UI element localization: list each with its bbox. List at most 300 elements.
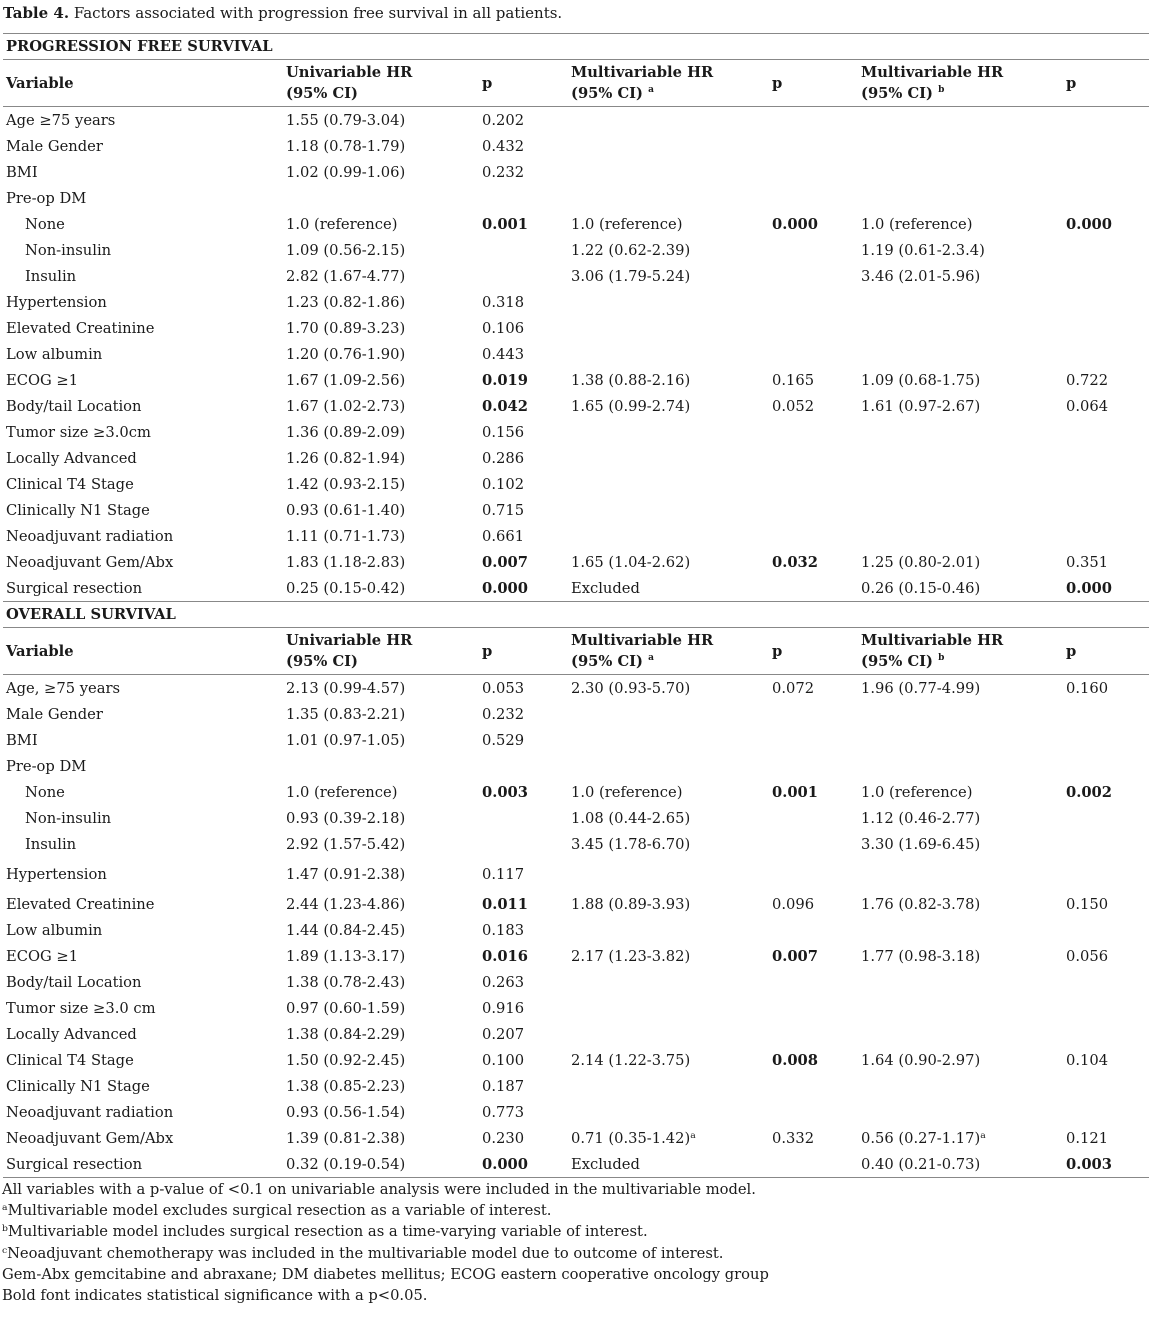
univariable-p-cell: 0.000 [479, 1151, 568, 1178]
header-multivariable-hr-a-line2: (95% CI) [571, 85, 643, 102]
univariable-hr-cell: 1.38 (0.84-2.29) [286, 1025, 406, 1043]
univariable-p-cell: 0.318 [482, 293, 525, 311]
univariable-hr-cell: 1.09 (0.56-2.15) [286, 241, 406, 259]
variable-cell: Low albumin [6, 345, 103, 363]
variable-cell: Male Gender [6, 137, 103, 155]
table-row [3, 159, 1149, 185]
multivariable-b-p-cell [1063, 107, 1149, 134]
variable-cell: ECOG ≥1 [6, 371, 79, 389]
variable-cell: Surgical resection [6, 579, 143, 597]
univariable-p-cell [479, 263, 568, 289]
multivariable-b-p-cell: 0.000 [1066, 215, 1112, 233]
multivariable-a-hr-cell: 1.22 (0.62-2.39) [571, 241, 691, 259]
multivariable-b-p-cell: 0.722 [1066, 371, 1109, 389]
multivariable-a-hr-cell [568, 1021, 769, 1047]
univariable-p-cell [479, 753, 568, 779]
variable-cell: ECOG ≥1 [6, 947, 79, 965]
univariable-p-cell: 0.183 [482, 921, 525, 939]
univariable-p-cell: 0.102 [482, 475, 525, 493]
multivariable-b-hr-cell [858, 1099, 1063, 1125]
multivariable-a-p-cell [769, 419, 858, 445]
multivariable-b-hr-cell: 1.76 (0.82-3.78) [861, 895, 981, 913]
variable-cell: Neoadjuvant Gem/Abx [6, 553, 174, 571]
table-row [3, 727, 1149, 753]
table-row [3, 341, 1149, 367]
column-header-row [3, 628, 1149, 675]
table-row [3, 315, 1149, 341]
header-multivariable-hr-a [568, 60, 769, 107]
multivariable-a-hr-cell: 1.08 (0.44-2.65) [571, 809, 691, 827]
multivariable-a-p-cell: 0.032 [772, 553, 818, 571]
header-multivariable-hr-b-footnote-mark: b [938, 85, 945, 96]
variable-cell: Neoadjuvant radiation [6, 1103, 174, 1121]
univariable-hr-cell: 1.83 (1.18-2.83) [286, 553, 406, 571]
multivariable-a-hr-cell: 1.65 (0.99-2.74) [571, 397, 691, 415]
table-row [3, 445, 1149, 471]
multivariable-a-hr-cell [568, 471, 769, 497]
header-univariable-hr-line2: (95% CI) [286, 85, 358, 102]
multivariable-b-hr-cell [858, 995, 1063, 1021]
table-row [3, 367, 1149, 393]
header-multivariable-hr-a-footnote-mark: a [648, 85, 654, 96]
table-row [3, 263, 1149, 289]
table-row [3, 675, 1149, 702]
multivariable-b-hr-cell [858, 159, 1063, 185]
multivariable-a-p-cell [769, 445, 858, 471]
footnote: ᵇMultivariable model includes surgical resection as a time-varying variable of interest. [2, 1223, 648, 1241]
table-footnotes [2, 1179, 769, 1306]
univariable-p-cell: 0.016 [482, 947, 528, 965]
multivariable-b-p-cell [1063, 805, 1149, 831]
multivariable-b-hr-cell: 1.12 (0.46-2.77) [861, 809, 981, 827]
univariable-hr-cell: 1.23 (0.82-1.86) [286, 293, 406, 311]
header-p-multivariable-b: p [1066, 74, 1077, 92]
univariable-hr-cell: 1.11 (0.71-1.73) [286, 527, 406, 545]
table-row [3, 133, 1149, 159]
multivariable-b-hr-cell [858, 185, 1063, 211]
variable-cell: Neoadjuvant Gem/Abx [6, 1129, 174, 1147]
univariable-hr-cell: 1.35 (0.83-2.21) [286, 705, 406, 723]
multivariable-b-hr-cell [858, 969, 1063, 995]
table-row [3, 289, 1149, 315]
footnote: ᶜNeoadjuvant chemotherapy was included in the multivariable model due to outcome of interest. [2, 1244, 724, 1262]
multivariable-a-hr-cell: Excluded [571, 579, 640, 597]
table-row [3, 107, 1149, 134]
univariable-p-cell: 0.232 [482, 705, 525, 723]
table-row [3, 211, 1149, 237]
table-row [3, 1021, 1149, 1047]
multivariable-b-p-cell [1063, 159, 1149, 185]
table-row [3, 1151, 1149, 1178]
multivariable-b-hr-cell [858, 445, 1063, 471]
table-row [3, 701, 1149, 727]
variable-cell: Tumor size ≥3.0 cm [6, 999, 156, 1017]
univariable-hr-cell: 1.02 (0.99-1.06) [286, 163, 406, 181]
header-multivariable-hr-b [858, 628, 1063, 675]
univariable-hr-cell: 1.26 (0.82-1.94) [286, 449, 406, 467]
multivariable-a-p-cell [769, 497, 858, 523]
multivariable-a-hr-cell: 2.14 (1.22-3.75) [571, 1051, 691, 1069]
header-multivariable-hr-b-line1: Multivariable HR [861, 64, 1004, 81]
variable-cell: Tumor size ≥3.0cm [6, 423, 151, 441]
section-title-row [3, 34, 1149, 60]
table-row [3, 575, 1149, 602]
multivariable-a-hr-cell [568, 523, 769, 549]
univariable-hr-cell: 1.18 (0.78-1.79) [286, 137, 406, 155]
header-multivariable-hr-b-line2: (95% CI) [861, 85, 933, 102]
univariable-p-cell: 0.230 [482, 1129, 525, 1147]
multivariable-a-p-cell [769, 237, 858, 263]
table-row [3, 917, 1149, 943]
univariable-hr-cell: 1.38 (0.85-2.23) [286, 1077, 406, 1095]
variable-cell: Locally Advanced [6, 1025, 137, 1043]
univariable-p-cell: 0.263 [482, 973, 525, 991]
multivariable-b-p-cell [1063, 701, 1149, 727]
variable-cell: Body/tail Location [6, 397, 142, 415]
multivariable-b-p-cell [1063, 341, 1149, 367]
variable-cell: Locally Advanced [6, 449, 137, 467]
header-multivariable-hr-b-line2: (95% CI) [861, 653, 933, 670]
multivariable-a-p-cell [769, 1099, 858, 1125]
multivariable-b-hr-cell [858, 133, 1063, 159]
multivariable-b-p-cell: 0.121 [1066, 1129, 1109, 1147]
multivariable-b-hr-cell [858, 315, 1063, 341]
multivariable-b-hr-cell: 3.30 (1.69-6.45) [861, 835, 981, 853]
header-multivariable-hr-b-footnote-mark: b [938, 653, 945, 664]
multivariable-a-p-cell [769, 575, 858, 602]
section-title: PROGRESSION FREE SURVIVAL [3, 34, 1149, 60]
table-row [3, 831, 1149, 857]
univariable-p-cell: 0.007 [482, 553, 528, 571]
univariable-hr-cell: 1.01 (0.97-1.05) [286, 731, 406, 749]
multivariable-a-p-cell [769, 857, 858, 891]
univariable-p-cell: 0.106 [482, 319, 525, 337]
univariable-p-cell: 0.715 [482, 501, 525, 519]
univariable-hr-cell: 1.47 (0.91-2.38) [286, 865, 406, 883]
multivariable-a-hr-cell: 1.88 (0.89-3.93) [571, 895, 691, 913]
univariable-p-cell: 0.042 [482, 397, 528, 415]
multivariable-b-p-cell: 0.150 [1066, 895, 1109, 913]
results-table-body [3, 34, 1149, 1178]
univariable-p-cell: 0.232 [482, 163, 525, 181]
multivariable-b-hr-cell: 1.19 (0.61-2.3.4) [861, 241, 985, 259]
multivariable-a-p-cell [769, 753, 858, 779]
univariable-p-cell: 0.001 [482, 215, 528, 233]
footnote: Bold font indicates statistical significance with a p<0.05. [2, 1287, 428, 1305]
multivariable-a-p-cell [769, 969, 858, 995]
multivariable-a-hr-cell: 1.0 (reference) [571, 215, 683, 233]
multivariable-a-p-cell [769, 995, 858, 1021]
table-row [3, 1099, 1149, 1125]
variable-cell: Insulin [25, 835, 77, 853]
univariable-hr-cell: 1.38 (0.78-2.43) [286, 973, 406, 991]
variable-cell: Non-insulin [25, 241, 112, 259]
univariable-p-cell: 0.661 [482, 527, 525, 545]
multivariable-b-p-cell: 0.160 [1066, 679, 1109, 697]
multivariable-b-p-cell [1063, 185, 1149, 211]
univariable-hr-cell: 1.44 (0.84-2.45) [286, 921, 406, 939]
header-p-multivariable-b: p [1066, 642, 1077, 660]
multivariable-a-p-cell: 0.001 [772, 783, 818, 801]
multivariable-a-hr-cell: 2.30 (0.93-5.70) [571, 679, 691, 697]
multivariable-b-hr-cell: 1.09 (0.68-1.75) [861, 371, 981, 389]
univariable-hr-cell: 1.89 (1.13-3.17) [286, 947, 406, 965]
multivariable-b-p-cell [1063, 1021, 1149, 1047]
univariable-p-cell: 0.156 [482, 423, 525, 441]
multivariable-a-p-cell [769, 1151, 858, 1178]
multivariable-a-hr-cell [568, 497, 769, 523]
univariable-hr-cell: 1.39 (0.81-2.38) [286, 1129, 406, 1147]
table-caption [3, 4, 562, 22]
univariable-p-cell: 0.916 [482, 999, 525, 1017]
header-univariable-hr-line2: (95% CI) [286, 653, 358, 670]
multivariable-a-p-cell [769, 523, 858, 549]
table-row [3, 549, 1149, 575]
univariable-p-cell: 0.207 [482, 1025, 525, 1043]
table-row [3, 805, 1149, 831]
multivariable-b-hr-cell: 0.56 (0.27-1.17)ᵃ [861, 1129, 986, 1147]
univariable-p-cell: 0.019 [482, 371, 528, 389]
variable-cell: Hypertension [6, 293, 107, 311]
multivariable-a-hr-cell [568, 419, 769, 445]
variable-cell: BMI [6, 163, 38, 181]
multivariable-b-p-cell [1063, 857, 1149, 891]
multivariable-a-hr-cell: 1.38 (0.88-2.16) [571, 371, 691, 389]
footnote: ᵃMultivariable model excludes surgical resection as a variable of interest. [2, 1202, 552, 1220]
table-caption-label: Table 4. [3, 4, 70, 22]
table-caption-text: Factors associated with progression free survival in all patients. [69, 4, 563, 22]
univariable-hr-cell: 1.36 (0.89-2.09) [286, 423, 406, 441]
variable-cell: BMI [6, 731, 38, 749]
column-header-row [3, 60, 1149, 107]
header-p-multivariable-a: p [772, 74, 783, 92]
table-row [3, 995, 1149, 1021]
multivariable-a-hr-cell [568, 107, 769, 134]
univariable-p-cell [479, 185, 568, 211]
multivariable-b-p-cell [1063, 497, 1149, 523]
header-p-univariable: p [482, 74, 493, 92]
header-multivariable-hr-a-line1: Multivariable HR [571, 64, 714, 81]
multivariable-b-hr-cell [858, 107, 1063, 134]
multivariable-b-p-cell: 0.064 [1066, 397, 1109, 415]
section-title-row [3, 602, 1149, 628]
header-variable: Variable [6, 74, 74, 92]
univariable-hr-cell: 2.82 (1.67-4.77) [286, 267, 406, 285]
table-row [3, 969, 1149, 995]
multivariable-a-p-cell [769, 315, 858, 341]
multivariable-b-p-cell: 0.002 [1066, 783, 1112, 801]
multivariable-a-hr-cell [568, 969, 769, 995]
multivariable-a-hr-cell [568, 289, 769, 315]
multivariable-a-hr-cell [568, 445, 769, 471]
univariable-hr-cell: 0.93 (0.56-1.54) [286, 1103, 406, 1121]
multivariable-a-p-cell: 0.007 [772, 947, 818, 965]
univariable-p-cell: 0.202 [482, 111, 525, 129]
multivariable-a-hr-cell [568, 753, 769, 779]
multivariable-a-p-cell [769, 341, 858, 367]
table-row [3, 471, 1149, 497]
header-p-univariable: p [482, 642, 493, 660]
multivariable-b-p-cell [1063, 969, 1149, 995]
multivariable-a-p-cell [769, 289, 858, 315]
multivariable-a-p-cell [769, 831, 858, 857]
variable-cell: Pre-op DM [6, 757, 87, 775]
variable-cell: None [25, 783, 65, 801]
variable-cell: Age, ≥75 years [6, 679, 121, 697]
variable-cell: Male Gender [6, 705, 103, 723]
multivariable-a-p-cell [769, 185, 858, 211]
multivariable-a-p-cell [769, 159, 858, 185]
multivariable-b-p-cell: 0.000 [1066, 579, 1112, 597]
variable-cell: Hypertension [6, 865, 107, 883]
footnote: All variables with a p-value of <0.1 on univariable analysis were included in the multivariable model. [2, 1181, 756, 1198]
univariable-p-cell: 0.187 [482, 1077, 525, 1095]
table-row [3, 237, 1149, 263]
multivariable-a-p-cell [769, 107, 858, 134]
variable-cell: Surgical resection [3, 1151, 283, 1178]
multivariable-a-p-cell [769, 701, 858, 727]
multivariable-b-p-cell [1063, 419, 1149, 445]
multivariable-a-hr-cell [568, 159, 769, 185]
univariable-hr-cell: 1.50 (0.92-2.45) [286, 1051, 406, 1069]
univariable-hr-cell: 2.44 (1.23-4.86) [286, 895, 406, 913]
multivariable-a-p-cell [769, 727, 858, 753]
multivariable-a-p-cell [769, 805, 858, 831]
multivariable-b-p-cell [1063, 315, 1149, 341]
multivariable-a-p-cell: 0.072 [772, 679, 815, 697]
univariable-hr-cell: 1.20 (0.76-1.90) [286, 345, 406, 363]
univariable-hr-cell: 2.13 (0.99-4.57) [286, 679, 406, 697]
header-multivariable-hr-a [568, 628, 769, 675]
header-multivariable-hr-b-line1: Multivariable HR [861, 632, 1004, 649]
univariable-hr-cell: 1.67 (1.09-2.56) [286, 371, 406, 389]
multivariable-a-hr-cell [568, 341, 769, 367]
multivariable-a-hr-cell [568, 917, 769, 943]
multivariable-b-hr-cell: 0.26 (0.15-0.46) [861, 579, 981, 597]
multivariable-b-p-cell [1063, 237, 1149, 263]
multivariable-b-hr-cell [858, 419, 1063, 445]
univariable-hr-cell: 1.0 (reference) [286, 215, 398, 233]
multivariable-a-p-cell [769, 133, 858, 159]
multivariable-b-hr-cell [858, 289, 1063, 315]
multivariable-b-p-cell: 0.056 [1066, 947, 1109, 965]
variable-cell: Clinical T4 Stage [6, 475, 134, 493]
variable-cell: Clinically N1 Stage [6, 501, 150, 519]
table-row [3, 523, 1149, 549]
header-multivariable-hr-a-line2: (95% CI) [571, 653, 643, 670]
multivariable-a-hr-cell [568, 727, 769, 753]
multivariable-b-hr-cell [858, 727, 1063, 753]
multivariable-b-hr-cell: 1.77 (0.98-3.18) [861, 947, 981, 965]
univariable-p-cell [479, 237, 568, 263]
table-row [3, 1125, 1149, 1151]
multivariable-a-p-cell [769, 1021, 858, 1047]
multivariable-b-hr-cell [858, 701, 1063, 727]
univariable-p-cell: 0.286 [482, 449, 525, 467]
multivariable-b-hr-cell [858, 857, 1063, 891]
multivariable-a-hr-cell [568, 133, 769, 159]
variable-cell: Clinical T4 Stage [6, 1051, 134, 1069]
variable-cell: Neoadjuvant radiation [6, 527, 174, 545]
multivariable-a-hr-cell: 3.45 (1.78-6.70) [571, 835, 691, 853]
variable-cell: Clinically N1 Stage [6, 1077, 150, 1095]
univariable-hr-cell: 1.70 (0.89-3.23) [286, 319, 406, 337]
multivariable-b-p-cell: 0.003 [1063, 1151, 1149, 1178]
table-row [3, 753, 1149, 779]
multivariable-a-p-cell [769, 471, 858, 497]
multivariable-b-p-cell [1063, 263, 1149, 289]
multivariable-a-hr-cell [568, 995, 769, 1021]
header-univariable-hr [283, 628, 479, 675]
multivariable-b-hr-cell: 0.40 (0.21-0.73) [858, 1151, 1063, 1178]
multivariable-a-p-cell [769, 917, 858, 943]
multivariable-b-hr-cell [858, 341, 1063, 367]
multivariable-b-p-cell [1063, 523, 1149, 549]
header-multivariable-hr-a-footnote-mark: a [648, 653, 654, 664]
multivariable-a-hr-cell: 3.06 (1.79-5.24) [571, 267, 691, 285]
univariable-hr-cell: 1.0 (reference) [286, 783, 398, 801]
multivariable-a-p-cell [769, 1073, 858, 1099]
table-row [3, 779, 1149, 805]
multivariable-a-p-cell [769, 263, 858, 289]
multivariable-b-hr-cell [858, 523, 1063, 549]
multivariable-b-p-cell: 0.104 [1066, 1051, 1109, 1069]
univariable-hr-cell: 0.25 (0.15-0.42) [286, 579, 406, 597]
univariable-p-cell: 0.100 [482, 1051, 525, 1069]
multivariable-a-hr-cell [568, 1073, 769, 1099]
variable-cell: Non-insulin [25, 809, 112, 827]
univariable-p-cell: 0.117 [482, 865, 525, 883]
univariable-p-cell: 0.773 [482, 1103, 525, 1121]
multivariable-b-hr-cell: 1.25 (0.80-2.01) [861, 553, 981, 571]
header-univariable-hr [283, 60, 479, 107]
multivariable-b-hr-cell [858, 471, 1063, 497]
univariable-hr-cell [283, 753, 479, 779]
variable-cell: Age ≥75 years [6, 111, 116, 129]
multivariable-b-hr-cell [858, 753, 1063, 779]
multivariable-a-p-cell: 0.165 [772, 371, 815, 389]
univariable-hr-cell: 0.97 (0.60-1.59) [286, 999, 406, 1017]
univariable-hr-cell: 1.42 (0.93-2.15) [286, 475, 406, 493]
multivariable-b-hr-cell: 1.64 (0.90-2.97) [861, 1051, 981, 1069]
table-row [3, 1073, 1149, 1099]
univariable-p-cell: 0.432 [482, 137, 525, 155]
results-table [3, 33, 1149, 1178]
univariable-p-cell [479, 805, 568, 831]
table-row [3, 419, 1149, 445]
section-title: OVERALL SURVIVAL [3, 602, 1149, 628]
multivariable-b-p-cell [1063, 753, 1149, 779]
multivariable-b-hr-cell: 3.46 (2.01-5.96) [861, 267, 981, 285]
univariable-p-cell: 0.011 [482, 895, 528, 913]
univariable-p-cell: 0.003 [482, 783, 528, 801]
multivariable-a-hr-cell [568, 857, 769, 891]
multivariable-b-p-cell [1063, 1073, 1149, 1099]
multivariable-a-hr-cell [568, 185, 769, 211]
multivariable-a-p-cell: 0.332 [772, 1129, 815, 1147]
multivariable-a-hr-cell [568, 315, 769, 341]
multivariable-b-hr-cell [858, 917, 1063, 943]
multivariable-a-p-cell: 0.008 [772, 1051, 818, 1069]
multivariable-a-hr-cell: 1.65 (1.04-2.62) [571, 553, 691, 571]
multivariable-b-p-cell [1063, 1099, 1149, 1125]
multivariable-b-hr-cell [858, 1021, 1063, 1047]
variable-cell: Low albumin [6, 921, 103, 939]
multivariable-b-hr-cell: 1.0 (reference) [861, 783, 973, 801]
table-row [3, 943, 1149, 969]
univariable-hr-cell: 1.55 (0.79-3.04) [286, 111, 406, 129]
variable-cell: Elevated Creatinine [6, 895, 155, 913]
